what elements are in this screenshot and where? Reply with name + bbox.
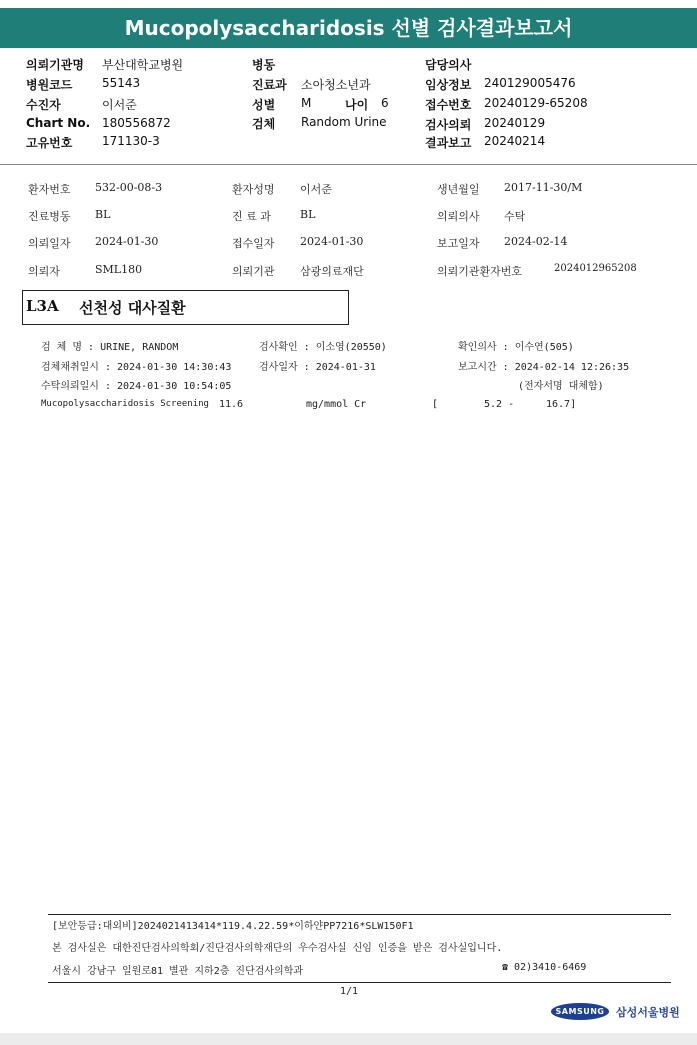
header-label-chart-no: Chart No. [26,116,91,130]
info-label-requesting-doctor: 의뢰의사 [437,210,480,223]
header-value-specimen: Random Urine [301,115,387,129]
header-label-specimen: 검체 [252,117,276,131]
info-label-report-date: 보고일자 [437,237,480,250]
header-label-ward: 병동 [252,58,276,72]
page-number: 1/1 [340,986,359,997]
info-value-patient-no: 532-00-08-3 [95,181,163,194]
detail-collected: 검체채취일시 : 2024-01-30 14:30:43 [41,362,232,373]
header-label-clinical-info: 임상정보 [425,78,472,92]
info-label-patient-name: 환자성명 [232,183,275,196]
result-unit: mg/mmol Cr [306,399,367,410]
result-test-name: Mucopolysaccharidosis Screening [41,399,209,409]
header-value-hospital-code: 55143 [102,76,141,90]
footer-divider-bottom [48,982,671,983]
header-value-unique-no: 171130-3 [102,134,160,148]
header-divider [0,164,697,165]
info-value-birthdate: 2017-11-30/M [504,181,583,194]
info-value-receipt-date: 2024-01-30 [300,235,364,248]
footer-divider-top [48,914,671,915]
detail-test-date: 검사일자 : 2024-01-31 [259,362,376,373]
info-label-birthdate: 생년월일 [437,183,480,196]
info-value-report-date: 2024-02-14 [504,235,568,248]
result-ref-low: 5.2 - [484,399,515,410]
header-value-report: 20240214 [484,134,546,148]
header-value-chart-no: 180556872 [102,116,171,130]
info-value-patient-name: 이서준 [300,183,332,196]
header-value-request: 20240129 [484,116,546,130]
detail-consigned: 수탁의뢰일시 : 2024-01-30 10:54:05 [41,381,232,392]
header-label-sex: 성별 [252,98,276,112]
header-value-age: 6 [381,96,389,110]
section-code: L3A [26,297,59,315]
header-label-unique-no: 고유번호 [26,136,73,150]
info-label-ward: 진료병동 [28,210,71,223]
detail-confirm: 검사확인 : 이소영(20550) [259,342,387,353]
footer-certification: 본 검사실은 대한진단검사의학회/진단검사의학재단의 우수검사실 신임 인증을 받은 검사실입니다. [52,943,503,954]
header-value-sex: M [301,96,312,110]
footer-security: [보안등급:대외비]2024021413414*119.4.22.59*이하얀PP7216*SLW150F1 [52,921,414,932]
info-label-patient-no: 환자번호 [28,183,71,196]
header-label-attending: 담당의사 [425,58,472,72]
info-value-dept: BL [300,208,316,221]
info-value-requesting-doctor: 수탁 [504,210,526,223]
info-value-request-date: 2024-01-30 [95,235,159,248]
detail-doctor: 확인의사 : 이수연(505) [458,342,574,353]
bottom-strip [0,1033,697,1045]
header-label-dept: 진료과 [252,78,287,92]
header-value-dept: 소아청소년과 [301,78,371,92]
header-label-report: 결과보고 [425,136,472,150]
detail-signature: (전자서명 대체함) [518,381,604,392]
info-value-requester: SML180 [95,263,143,276]
info-label-receipt-date: 접수일자 [232,237,275,250]
header-label-age: 나이 [345,98,369,112]
info-label-institution-patient-no: 의뢰기관환자번호 [437,265,523,278]
report-title: Mucopolysaccharidosis 선별 검사결과보고서 [124,16,573,40]
header-value-institution: 부산대학교병원 [102,58,184,72]
header-label-patient: 수진자 [26,98,61,112]
header-value-patient: 이서준 [102,98,137,112]
info-label-request-date: 의뢰일자 [28,237,71,250]
detail-report-time: 보고시간 : 2024-02-14 12:26:35 [458,362,630,373]
section-name: 선천성 대사질환 [79,299,186,317]
info-value-requesting-institution: 삼광의료재단 [300,265,364,278]
header-label-receipt-no: 접수번호 [425,98,472,112]
header-label-institution: 의뢰기관명 [26,58,84,72]
info-value-institution-patient-no: 2024012965208 [554,263,637,274]
header-label-hospital-code: 병원코드 [26,78,73,92]
result-value: 11.6 [219,399,244,410]
info-value-ward: BL [95,208,111,221]
detail-specimen: 검 체 명 : URINE, RANDOM [41,342,179,353]
header-value-clinical-info: 240129005476 [484,76,576,90]
footer-phone: ☎ 02)3410-6469 [502,962,587,973]
header-value-receipt-no: 20240129-65208 [484,96,588,110]
info-label-requester: 의뢰자 [28,265,60,278]
samsung-logo-text: SAMSUNG [555,1007,605,1016]
footer-address: 서울시 강남구 일원로81 별관 지하2층 진단검사의학과 [52,966,304,977]
hospital-name: 삼성서울병원 [616,1006,680,1019]
result-ref-open: [ [432,399,439,410]
header-label-request: 검사의뢰 [425,118,472,132]
info-label-dept: 진 료 과 [232,210,271,223]
info-label-requesting-institution: 의뢰기관 [232,265,275,278]
result-ref-high: 16.7] [546,399,577,410]
